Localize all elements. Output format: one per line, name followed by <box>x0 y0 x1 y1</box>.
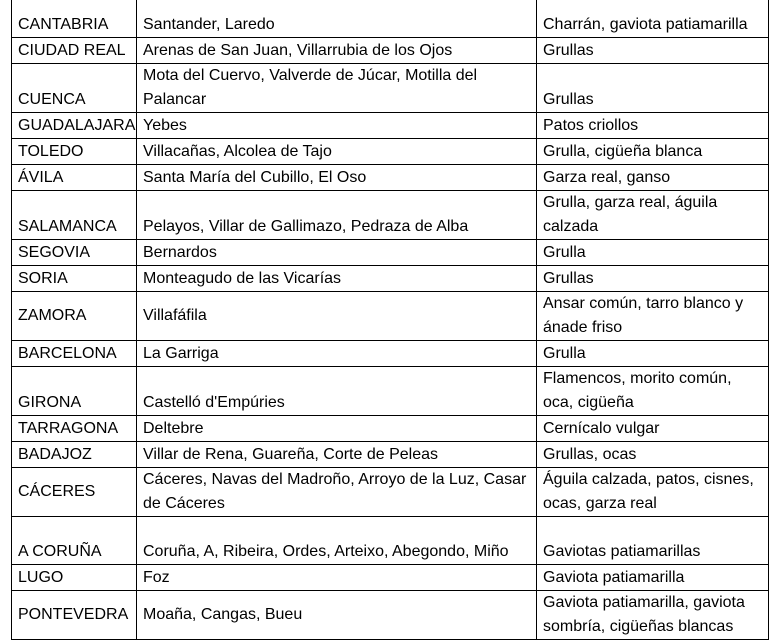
municipalities-cell: Foz <box>137 565 537 591</box>
province-cell: SEGOVIA <box>12 240 137 266</box>
species-cell: Grulla, garza real, águila calzada <box>537 191 769 240</box>
outbreak-table-sheet <box>11 0 769 640</box>
species-cell: Grulla <box>537 240 769 266</box>
species-cell: Ansar común, tarro blanco y ánade friso <box>537 292 769 341</box>
species-cell: Charrán, gaviota patiamarilla <box>537 0 769 38</box>
municipalities-cell: La Garriga <box>137 341 537 367</box>
table-row <box>12 0 769 38</box>
municipalities-cell: Bernardos <box>137 240 537 266</box>
province-cell: GIRONA <box>12 367 137 416</box>
province-cell: BARCELONA <box>12 341 137 367</box>
municipalities-cell: Coruña, A, Ribeira, Ordes, Arteixo, Abegondo, Miño <box>137 517 537 565</box>
table-row <box>12 266 769 292</box>
municipalities-cell: Moaña, Cangas, Bueu <box>137 591 537 640</box>
province-cell: SORIA <box>12 266 137 292</box>
outbreak-table <box>11 0 769 640</box>
species-cell: Gaviota patiamarilla <box>537 565 769 591</box>
province-cell: CIUDAD REAL <box>12 38 137 64</box>
table-row <box>12 64 769 113</box>
table-row <box>12 416 769 442</box>
species-cell: Gaviotas patiamarillas <box>537 517 769 565</box>
municipalities-cell: Villafáfila <box>137 292 537 341</box>
table-row <box>12 113 769 139</box>
province-cell: CUENCA <box>12 64 137 113</box>
species-cell: Grullas, ocas <box>537 442 769 468</box>
municipalities-cell: Pelayos, Villar de Gallimazo, Pedraza de Alba <box>137 191 537 240</box>
province-cell: LUGO <box>12 565 137 591</box>
table-row <box>12 565 769 591</box>
province-cell: CANTABRIA <box>12 0 137 38</box>
municipalities-cell: Mota del Cuervo, Valverde de Júcar, Motilla del Palancar <box>137 64 537 113</box>
municipalities-cell: Castelló d'Empúries <box>137 367 537 416</box>
table-row <box>12 591 769 640</box>
table-row <box>12 341 769 367</box>
species-cell: Grullas <box>537 38 769 64</box>
province-cell: BADAJOZ <box>12 442 137 468</box>
municipalities-cell: Santa María del Cubillo, El Oso <box>137 165 537 191</box>
municipalities-cell: Villar de Rena, Guareña, Corte de Peleas <box>137 442 537 468</box>
municipalities-cell: Villacañas, Alcolea de Tajo <box>137 139 537 165</box>
table-row <box>12 139 769 165</box>
table-row <box>12 38 769 64</box>
table-row <box>12 165 769 191</box>
species-cell: Grulla <box>537 341 769 367</box>
province-cell: ÁVILA <box>12 165 137 191</box>
species-cell: Águila calzada, patos, cisnes, ocas, garza real <box>537 468 769 517</box>
species-cell: Gaviota patiamarilla, gaviota sombría, cigüeñas blancas <box>537 591 769 640</box>
species-cell: Garza real, ganso <box>537 165 769 191</box>
municipalities-cell: Arenas de San Juan, Villarrubia de los Ojos <box>137 38 537 64</box>
species-cell: Flamencos, morito común, oca, cigüeña <box>537 367 769 416</box>
province-cell: A CORUÑA <box>12 517 137 565</box>
table-row <box>12 468 769 517</box>
species-cell: Grulla, cigüeña blanca <box>537 139 769 165</box>
province-cell: ZAMORA <box>12 292 137 341</box>
table-row <box>12 442 769 468</box>
province-cell: GUADALAJARA <box>12 113 137 139</box>
table-row <box>12 240 769 266</box>
species-cell: Grullas <box>537 266 769 292</box>
municipalities-cell: Cáceres, Navas del Madroño, Arroyo de la Luz, Casar de Cáceres <box>137 468 537 517</box>
species-cell: Cernícalo vulgar <box>537 416 769 442</box>
municipalities-cell: Santander, Laredo <box>137 0 537 38</box>
municipalities-cell: Monteagudo de las Vicarías <box>137 266 537 292</box>
table-row <box>12 367 769 416</box>
province-cell: SALAMANCA <box>12 191 137 240</box>
table-row <box>12 292 769 341</box>
province-cell: CÁCERES <box>12 468 137 517</box>
municipalities-cell: Deltebre <box>137 416 537 442</box>
municipalities-cell: Yebes <box>137 113 537 139</box>
species-cell: Patos criollos <box>537 113 769 139</box>
table-row <box>12 191 769 240</box>
province-cell: TOLEDO <box>12 139 137 165</box>
province-cell: PONTEVEDRA <box>12 591 137 640</box>
province-cell: TARRAGONA <box>12 416 137 442</box>
species-cell: Grullas <box>537 64 769 113</box>
table-row <box>12 517 769 565</box>
